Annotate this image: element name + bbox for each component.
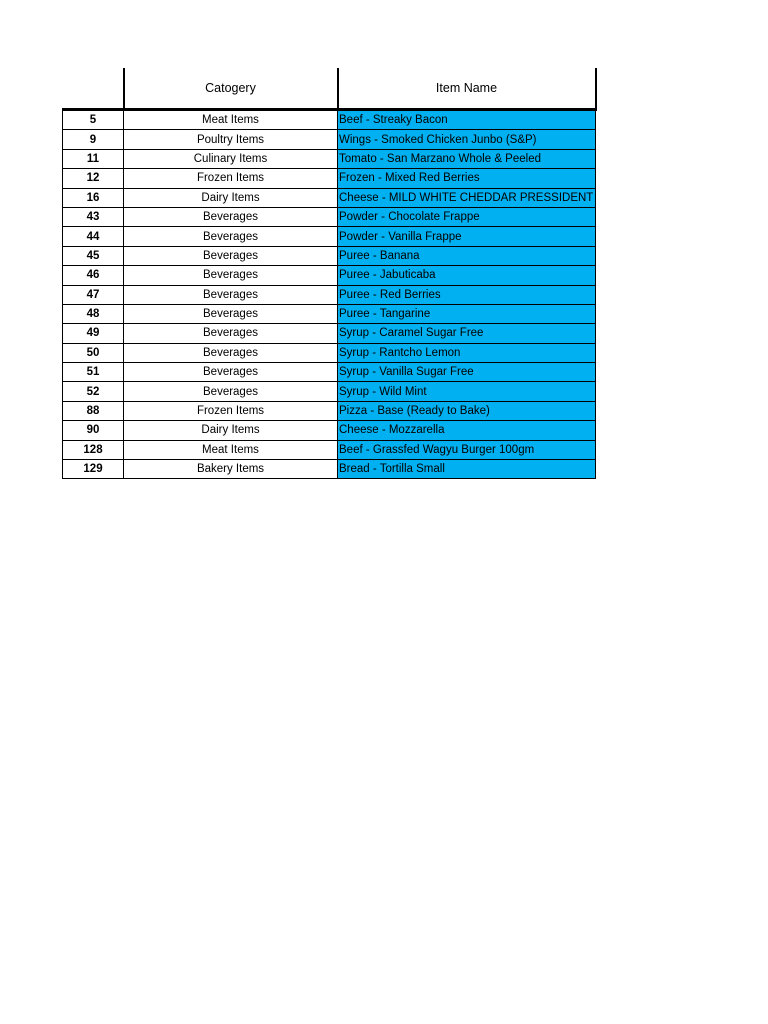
row-number-cell[interactable]: 129	[63, 460, 124, 479]
item-name-cell[interactable]: Bread - Tortilla Small	[338, 460, 596, 479]
table-row	[63, 246, 596, 265]
table-row	[63, 266, 596, 285]
category-cell[interactable]: Beverages	[124, 382, 338, 401]
row-number-cell[interactable]: 49	[63, 324, 124, 343]
header-category: Catogery	[124, 68, 338, 110]
category-cell[interactable]: Beverages	[124, 304, 338, 323]
item-name-cell[interactable]: Powder - Chocolate Frappe	[338, 207, 596, 226]
row-number-cell[interactable]: 43	[63, 207, 124, 226]
item-name-cell[interactable]: Syrup - Wild Mint	[338, 382, 596, 401]
header-item-name: Item Name	[338, 68, 596, 110]
header-number	[63, 68, 124, 110]
item-name-cell[interactable]: Syrup - Rantcho Lemon	[338, 343, 596, 362]
category-cell[interactable]: Dairy Items	[124, 421, 338, 440]
item-name-cell[interactable]: Syrup - Caramel Sugar Free	[338, 324, 596, 343]
category-cell[interactable]: Beverages	[124, 285, 338, 304]
category-cell[interactable]: Bakery Items	[124, 460, 338, 479]
table-row	[63, 324, 596, 343]
item-name-cell[interactable]: Puree - Banana	[338, 246, 596, 265]
row-number-cell[interactable]: 51	[63, 363, 124, 382]
item-name-cell[interactable]: Beef - Streaky Bacon	[338, 110, 596, 130]
row-number-cell[interactable]: 11	[63, 149, 124, 168]
item-name-cell[interactable]: Powder - Vanilla Frappe	[338, 227, 596, 246]
row-number-cell[interactable]: 5	[63, 110, 124, 130]
category-cell[interactable]: Beverages	[124, 324, 338, 343]
row-number-cell[interactable]: 90	[63, 421, 124, 440]
category-cell[interactable]: Beverages	[124, 207, 338, 226]
category-cell[interactable]: Frozen Items	[124, 401, 338, 420]
table-header	[63, 68, 596, 110]
row-number-cell[interactable]: 128	[63, 440, 124, 459]
row-number-cell[interactable]: 44	[63, 227, 124, 246]
category-cell[interactable]: Meat Items	[124, 440, 338, 459]
item-name-cell[interactable]: Puree - Tangarine	[338, 304, 596, 323]
table-row	[63, 227, 596, 246]
table-row	[63, 363, 596, 382]
table-row	[63, 169, 596, 188]
item-name-cell[interactable]: Pizza - Base (Ready to Bake)	[338, 401, 596, 420]
table-row	[63, 207, 596, 226]
row-number-cell[interactable]: 16	[63, 188, 124, 207]
category-cell[interactable]: Beverages	[124, 246, 338, 265]
table-row	[63, 110, 596, 130]
items-table	[62, 68, 597, 479]
category-cell[interactable]: Beverages	[124, 363, 338, 382]
category-cell[interactable]: Meat Items	[124, 110, 338, 130]
category-cell[interactable]: Dairy Items	[124, 188, 338, 207]
item-name-cell[interactable]: Tomato - San Marzano Whole & Peeled	[338, 149, 596, 168]
item-name-cell[interactable]: Cheese - MILD WHITE CHEDDAR PRESSIDENT	[338, 188, 596, 207]
category-cell[interactable]: Culinary Items	[124, 149, 338, 168]
row-number-cell[interactable]: 9	[63, 130, 124, 149]
row-number-cell[interactable]: 12	[63, 169, 124, 188]
table-body	[63, 110, 596, 479]
item-name-cell[interactable]: Syrup - Vanilla Sugar Free	[338, 363, 596, 382]
table-row	[63, 343, 596, 362]
table-row	[63, 460, 596, 479]
row-number-cell[interactable]: 48	[63, 304, 124, 323]
category-cell[interactable]: Frozen Items	[124, 169, 338, 188]
table-row	[63, 440, 596, 459]
item-name-cell[interactable]: Frozen - Mixed Red Berries	[338, 169, 596, 188]
item-name-cell[interactable]: Beef - Grassfed Wagyu Burger 100gm	[338, 440, 596, 459]
spreadsheet-page	[62, 68, 595, 479]
table-row	[63, 304, 596, 323]
table-row	[63, 130, 596, 149]
row-number-cell[interactable]: 50	[63, 343, 124, 362]
row-number-cell[interactable]: 46	[63, 266, 124, 285]
header-row	[63, 68, 596, 110]
item-name-cell[interactable]: Puree - Jabuticaba	[338, 266, 596, 285]
table-row	[63, 421, 596, 440]
category-cell[interactable]: Beverages	[124, 343, 338, 362]
row-number-cell[interactable]: 47	[63, 285, 124, 304]
table-row	[63, 188, 596, 207]
item-name-cell[interactable]: Cheese - Mozzarella	[338, 421, 596, 440]
row-number-cell[interactable]: 88	[63, 401, 124, 420]
category-cell[interactable]: Poultry Items	[124, 130, 338, 149]
row-number-cell[interactable]: 45	[63, 246, 124, 265]
item-name-cell[interactable]: Wings - Smoked Chicken Junbo (S&P)	[338, 130, 596, 149]
row-number-cell[interactable]: 52	[63, 382, 124, 401]
table-row	[63, 285, 596, 304]
table-row	[63, 382, 596, 401]
category-cell[interactable]: Beverages	[124, 227, 338, 246]
item-name-cell[interactable]: Puree - Red Berries	[338, 285, 596, 304]
category-cell[interactable]: Beverages	[124, 266, 338, 285]
table-row	[63, 401, 596, 420]
table-row	[63, 149, 596, 168]
